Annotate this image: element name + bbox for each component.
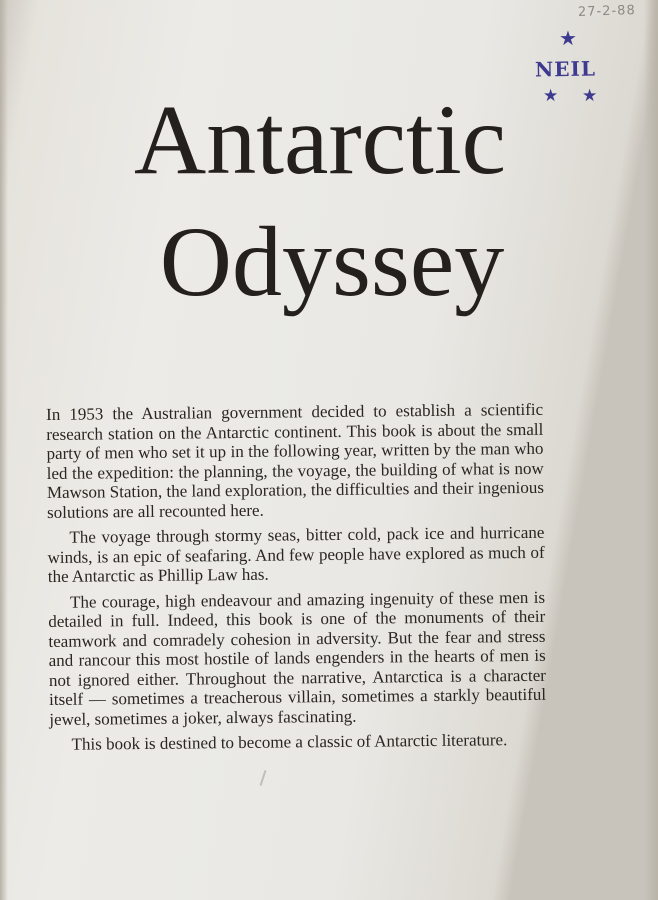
pencil-date: 27-2-88 <box>577 2 636 21</box>
blurb-paragraph: In 1953 the Australian government decided to establish a scientific research station on the Antarctic continent. This book is about the small party of men who set it up in the following year, written by the man who led the expedition: the planning, the voyage, the building of what is now Mawson Station, the land exploration, the difficulties and their ingenious solutions are all recounted here. <box>46 399 544 522</box>
page-edge-shadow <box>644 0 658 900</box>
blurb-paragraph: The courage, high endeavour and amazing ingenuity of these men is detailed in full. Indeed, this book is one of the monuments of their teamwork and comradely cohesion in adversity. But the fear and stress and rancour this most hostile of lands engenders in the hearts of men is not ignored either. Throughout the narrative, Antarctica is a character itself — sometimes a treacherous villain, sometimes a starkly beautiful jewel, sometimes a joker, always fascinating. <box>48 587 547 729</box>
stamp-star-icon: ★ <box>582 86 598 106</box>
erased-pencil-mark <box>404 14 413 39</box>
stamp-star-icon: ★ <box>559 26 577 50</box>
pen-mark <box>260 770 267 786</box>
book-blurb <box>46 400 547 761</box>
stamp-star-icon: ★ <box>543 86 559 106</box>
book-title-line-2: Odyssey <box>159 206 505 317</box>
blurb-paragraph: This book is destined to become a classic of Antarctic literature. <box>71 730 508 754</box>
stamp-name: NEIL <box>534 56 597 82</box>
binding-shadow <box>0 0 8 900</box>
blurb-paragraph: The voyage through stormy seas, bitter cold, pack ice and hurricane winds, is an epic of seafaring. And few people have explored as much of the Antarctic as Phillip Law has. <box>47 522 545 586</box>
book-title-line-1: Antarctic <box>133 84 507 195</box>
